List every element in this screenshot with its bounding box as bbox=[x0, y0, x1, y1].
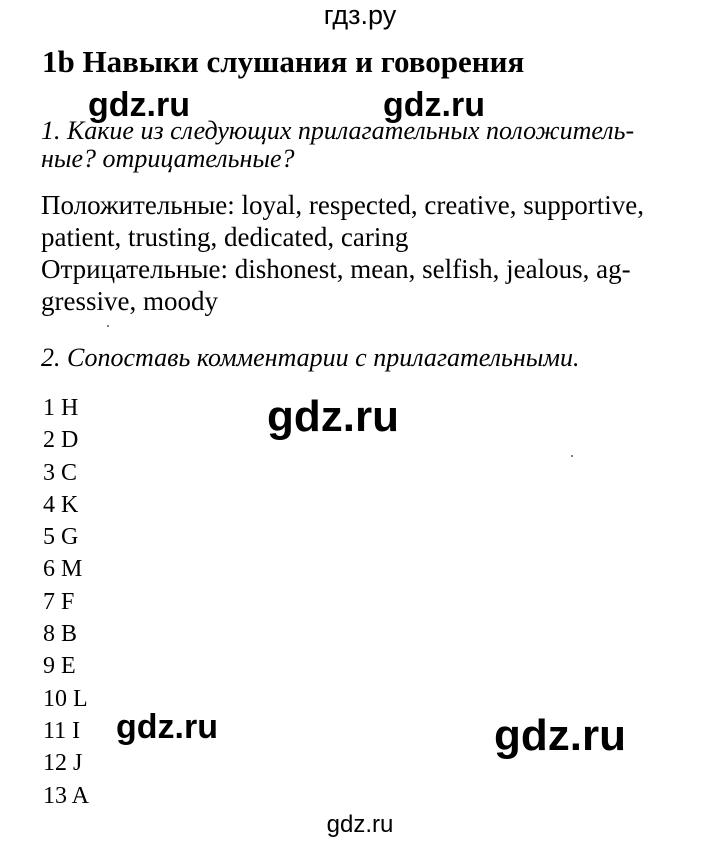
answer-item: 13 A bbox=[43, 782, 90, 809]
watermark-center: gdz.ru bbox=[267, 392, 399, 441]
print-speck bbox=[571, 455, 573, 457]
answer-item: 9 E bbox=[43, 653, 76, 680]
answer-item: 3 C bbox=[43, 459, 78, 486]
positive-adjectives-line2: patient, trusting, dedicated, caring bbox=[41, 222, 409, 252]
answer-item: 2 D bbox=[43, 427, 79, 454]
task1-question-line1: 1. Какие из следующих прилагательных положитель- bbox=[41, 116, 635, 145]
answer-item: 7 F bbox=[43, 588, 75, 615]
answer-item: 4 K bbox=[43, 491, 79, 518]
answer-item: 12 J bbox=[43, 750, 83, 777]
task2-question: 2. Сопоставь комментарии с прилагательными. bbox=[41, 343, 580, 372]
answer-item: 5 G bbox=[43, 524, 79, 551]
watermark-top-right: gdz.ru bbox=[383, 86, 485, 124]
print-speck bbox=[107, 325, 109, 327]
watermark-footer: gdz.ru bbox=[326, 811, 394, 838]
site-header: гдз.ру bbox=[323, 0, 397, 30]
answer-item: 11 I bbox=[43, 717, 81, 744]
answer-item: 6 M bbox=[43, 556, 83, 583]
task1-question-line2: ные? отрицательные? bbox=[41, 144, 295, 173]
negative-adjectives-line2: gressive, moody bbox=[41, 286, 218, 316]
answer-item: 8 B bbox=[43, 621, 78, 648]
positive-adjectives-line1: Положительные: loyal, respected, creative, supportive, bbox=[41, 190, 645, 220]
watermark-bottom-left: gdz.ru bbox=[116, 708, 218, 746]
watermark-bottom-right: gdz.ru bbox=[494, 711, 626, 760]
negative-adjectives-line1: Отрицательные: dishonest, mean, selfish, jealous, ag- bbox=[41, 254, 631, 284]
watermark-top-left: gdz.ru bbox=[88, 86, 190, 124]
section-title: 1b Навыки слушания и говорения bbox=[42, 44, 525, 79]
answer-item: 1 H bbox=[43, 395, 79, 421]
answer-item: 10 L bbox=[43, 685, 88, 712]
answer-list bbox=[43, 392, 89, 812]
